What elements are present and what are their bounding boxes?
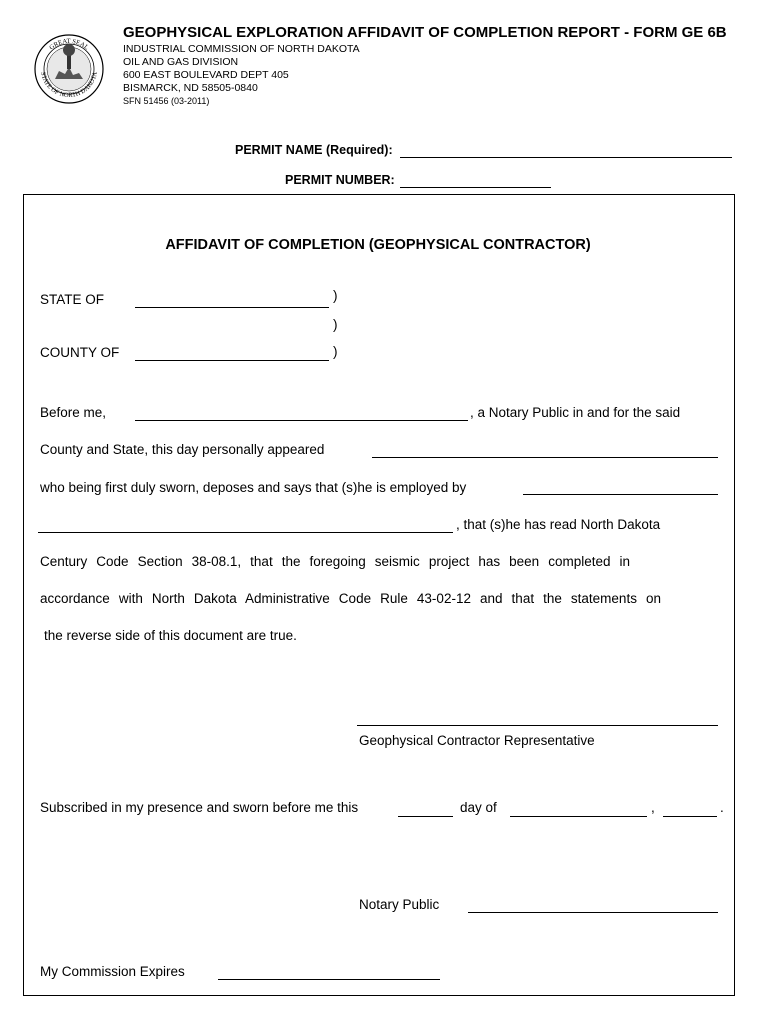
notary-name-field[interactable] — [135, 420, 468, 421]
comma-text: , — [651, 800, 655, 815]
state-field[interactable] — [135, 307, 329, 308]
paren-1: ) — [333, 288, 338, 303]
permit-number-field[interactable] — [400, 187, 551, 188]
agency-line-4: BISMARCK, ND 58505-0840 — [123, 82, 258, 94]
century-code-text: Century Code Section 38-08.1, that the foregoing seismic project has been completed in — [40, 554, 630, 569]
form-number: SFN 51456 (03-2011) — [123, 96, 210, 106]
agency-line-3: 600 EAST BOULEVARD DEPT 405 — [123, 69, 289, 81]
appeared-name-field[interactable] — [372, 457, 718, 458]
notary-signature-field[interactable] — [468, 912, 718, 913]
county-field[interactable] — [135, 360, 329, 361]
state-label: STATE OF — [40, 292, 104, 307]
county-state-text: County and State, this day personally appeared — [40, 442, 325, 457]
employer-field[interactable] — [523, 494, 718, 495]
permit-name-label: PERMIT NAME (Required): — [235, 143, 393, 157]
form-title: GEOPHYSICAL EXPLORATION AFFIDAVIT OF COMPLETION REPORT - FORM GE 6B — [123, 24, 727, 41]
commission-expires-label: My Commission Expires — [40, 964, 185, 979]
subscribed-text: Subscribed in my presence and sworn before me this — [40, 800, 359, 815]
state-seal-logo — [33, 33, 105, 105]
day-of-text: day of — [460, 800, 497, 815]
notary-said-text: , a Notary Public in and for the said — [470, 405, 681, 420]
period-text: . — [720, 800, 724, 815]
paren-2: ) — [333, 317, 338, 332]
seal-top-text: GREAT SEAL — [48, 37, 90, 52]
sworn-text: who being first duly sworn, deposes and says that (s)he is employed by — [40, 480, 467, 495]
before-me-text: Before me, — [40, 405, 107, 420]
county-label: COUNTY OF — [40, 345, 120, 360]
employer-field-continued[interactable] — [38, 532, 453, 533]
day-field[interactable] — [398, 816, 453, 817]
permit-number-label: PERMIT NUMBER: — [285, 173, 395, 187]
commission-expires-field[interactable] — [218, 979, 440, 980]
representative-label: Geophysical Contractor Representative — [359, 733, 595, 748]
representative-signature-field[interactable] — [357, 725, 718, 726]
agency-line-1: INDUSTRIAL COMMISSION OF NORTH DAKOTA — [123, 43, 360, 55]
year-field[interactable] — [663, 816, 717, 817]
reverse-side-text: the reverse side of this document are true. — [44, 628, 297, 643]
affidavit-heading: AFFIDAVIT OF COMPLETION (GEOPHYSICAL CONTRACTOR) — [165, 237, 591, 253]
permit-name-field[interactable] — [400, 157, 732, 158]
seal-bottom-text: STATE OF NORTH DAKOTA — [39, 71, 99, 100]
notary-public-label: Notary Public — [359, 897, 440, 912]
month-field[interactable] — [510, 816, 647, 817]
agency-line-2: OIL AND GAS DIVISION — [123, 56, 239, 68]
paren-3: ) — [333, 344, 338, 359]
admin-code-text: accordance with North Dakota Administrative Code Rule 43-02-12 and that the statements on — [40, 591, 661, 606]
read-nd-text: , that (s)he has read North Dakota — [456, 517, 661, 532]
